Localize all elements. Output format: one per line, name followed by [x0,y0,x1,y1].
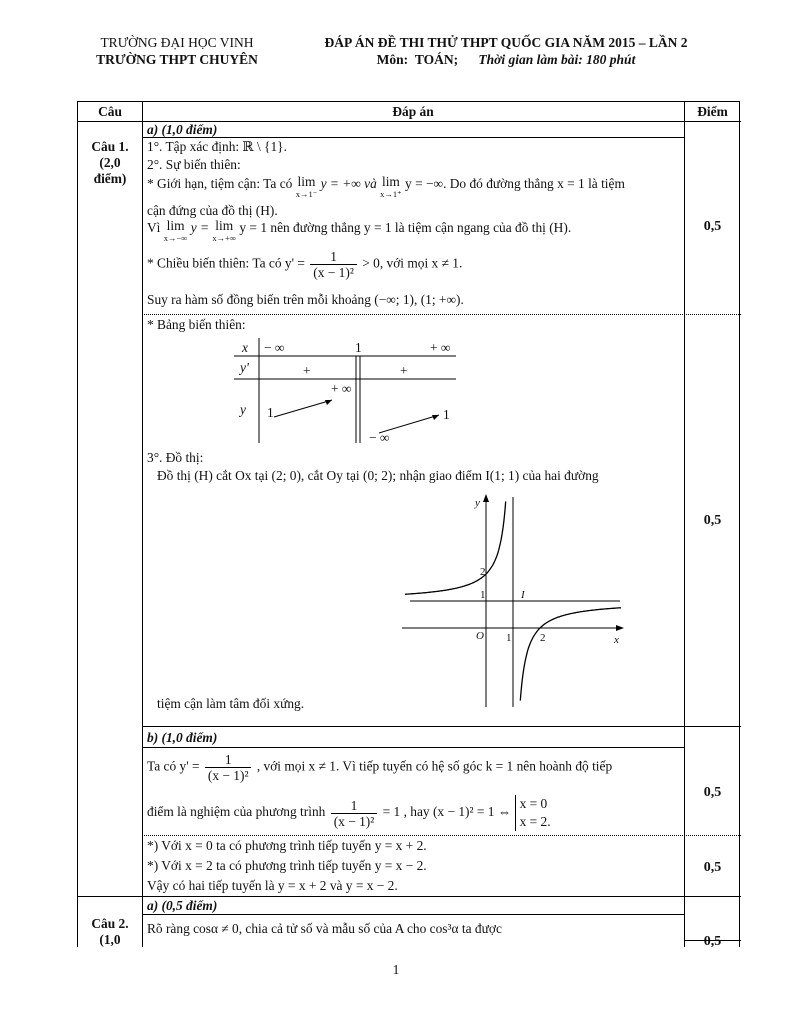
subject-name: TOÁN; [414,52,459,67]
bbt-x-mid: 1 [355,340,362,355]
bbt-x-label: x [242,340,248,355]
col-header-question: Câu [98,104,122,119]
graph-x-label: x [614,634,619,646]
derivative-fraction [310,249,357,280]
exam-subject-line [300,51,712,68]
col-header-score: Điểm [697,104,728,119]
graph-y-tick-2: 2 [480,566,486,578]
derivative-fraction [205,752,252,783]
row-divider [142,726,741,727]
answer-table [77,101,740,947]
score-cell: 0,5 [703,785,722,800]
bbt-y-right: 1 [443,407,450,422]
equation-text: = 1 , hay (x − 1)² = 1 ⇔ [382,804,512,820]
question-1-points-unit: điểm) [93,171,127,186]
bbt-sign-right: + [400,363,408,378]
bbt-y-bottom: − ∞ [369,430,390,445]
graph-conclusion: tiệm cận làm tâm đối xứng. [157,696,305,711]
exam-title: ĐÁP ÁN ĐỀ THI THỬ THPT QUỐC GIA NĂM 2015 – LẦN 2 [324,35,688,50]
part-a-heading: a) (1,0 điểm) [147,122,218,137]
fraction-numerator: 1 [205,752,252,768]
case-2: x = 2. [519,814,551,829]
fraction-denominator: (x − 1)² [313,265,354,280]
score-cell: 0,5 [703,219,722,234]
curve-left-branch [405,501,506,594]
equation-intro: điểm là nghiệm của phương trình [147,804,326,820]
graph-description: Đồ thị (H) cắt Ox tại (2; 0), cắt Oy tại (0; 2); nhận giao điểm I(1; 1) của hai đường [157,468,599,483]
question-2-points: (1,0 [99,932,121,947]
graph-origin-label: O [476,630,484,642]
variation-table-title: * Bảng biến thiên: [147,317,246,332]
tangent-case-1: *) Với x = 0 ta có phương trình tiếp tuyến y = x + 2. [147,838,427,853]
bbt-x-left: − ∞ [264,340,285,355]
derivative-line [147,249,462,280]
subject-label: Môn: [376,52,409,67]
col-header-answer: Đáp án [392,104,434,119]
tangent-slope-line [147,752,612,783]
highschool-name: TRƯỜNG THPT CHUYÊN [96,52,258,67]
q2-part-a-heading: a) (0,5 điểm) [147,898,218,913]
q2-first-line: Rõ ràng cosα ≠ 0, chia cả tử số và mẫu số của A cho cos³α ta được [147,921,502,936]
graph-center-label: I [521,589,525,601]
horizontal-asymptote-line [147,220,571,244]
graph-heading: 3°. Đồ thị: [147,450,204,465]
bbt-x-right: + ∞ [430,340,451,355]
limit-operator [296,176,318,200]
page-header [0,34,792,74]
graph-y-label: y [475,497,480,509]
row-divider [142,747,684,748]
dotted-divider [142,314,741,315]
tangent-equation-line [147,795,551,831]
graph-x-tick-1: 1 [506,632,512,644]
limit-conclusion: y = 1 nên đường thẳng y = 1 là tiệm cận ngang của đồ thị (H). [239,220,572,235]
question-1-label: Câu 1. [91,139,129,154]
limit-conclusion: y = −∞. Do đó đường thẳng x = 1 là tiệm [405,176,625,191]
university-name: TRƯỜNG ĐẠI HỌC VINH [100,35,254,50]
limit-value-1: y = +∞ và [320,176,377,191]
page-number: 1 [392,962,400,977]
monotonic-line: Suy ra hàm số đồng biến trên mỗi khoảng (−∞; 1), (1; +∞). [147,292,464,307]
limit-operator [164,220,188,244]
school-name [92,34,262,68]
bbt-y-left: 1 [267,405,274,420]
row-divider [78,896,741,897]
lim-word: lim [166,218,185,233]
exam-title-block [300,34,712,68]
part-b-heading: b) (1,0 điểm) [147,730,218,745]
solution-cases [515,795,551,831]
function-graph [400,492,625,712]
fraction-numerator: 1 [310,249,357,265]
graph-x-tick-2: 2 [540,632,546,644]
row-divider [142,914,684,915]
derivative-intro: Ta có y' = [147,758,200,774]
graph-y-tick-1: 1 [480,589,486,601]
lim-sub: x→+∞ [212,233,237,243]
question-2-label: Câu 2. [91,916,129,931]
limit-intro: * Giới hạn, tiệm cận: Ta có [147,176,293,191]
variation-heading: 2°. Sự biến thiên: [147,157,241,172]
tangent-conclusion: Vậy có hai tiếp tuyến là y = x + 2 và y = x − 2. [147,878,398,893]
score-cell: 0,5 [703,934,722,949]
limit-operator [380,176,402,200]
limit-intro: Vì [147,220,161,235]
row-divider [684,940,741,941]
limit-expr: y = [190,220,210,235]
tangent-case-2: *) Với x = 2 ta có phương trình tiếp tuyến y = x − 2. [147,858,427,873]
bbt-sign-left: + [303,363,311,378]
vertical-asymptote-line: cận đứng của đồ thị (H). [147,203,278,218]
fraction-denominator: (x − 1)² [333,813,375,829]
bbt-y-label: y [240,402,246,417]
lim-sub: x→1⁻ [295,189,318,199]
limit-operator [212,220,236,244]
domain-line: 1°. Tập xác định: ℝ \ {1}. [147,139,287,154]
fraction-numerator: 1 [331,798,378,814]
fraction-denominator: (x − 1)² [207,768,249,783]
derivative-sign: > 0, với mọi x ≠ 1. [362,255,463,271]
score-cell: 0,5 [703,860,722,875]
lim-word: lim [215,218,234,233]
bbt-yprime-label: y' [240,360,249,375]
question-1-points: (2,0 [99,155,121,170]
limit-line [147,176,625,200]
curve-right-branch [520,608,621,701]
lim-word: lim [381,174,400,189]
dotted-divider [142,835,741,836]
lim-word: lim [297,174,316,189]
lim-sub: x→1⁺ [380,189,402,199]
case-1: x = 0 [519,796,548,811]
tangent-slope-text: , với mọi x ≠ 1. Vì tiếp tuyến có hệ số góc k = 1 nên hoành độ tiếp [256,758,613,774]
bbt-y-top: + ∞ [331,381,352,396]
column-divider [142,102,143,947]
exam-time: Thời gian làm bài: 180 phút [478,52,636,67]
equation-fraction [331,798,378,829]
score-cell: 0,5 [703,513,722,528]
row-divider [142,137,684,138]
derivative-intro: * Chiều biến thiên: Ta có y' = [147,255,305,271]
lim-sub: x→−∞ [163,233,188,243]
